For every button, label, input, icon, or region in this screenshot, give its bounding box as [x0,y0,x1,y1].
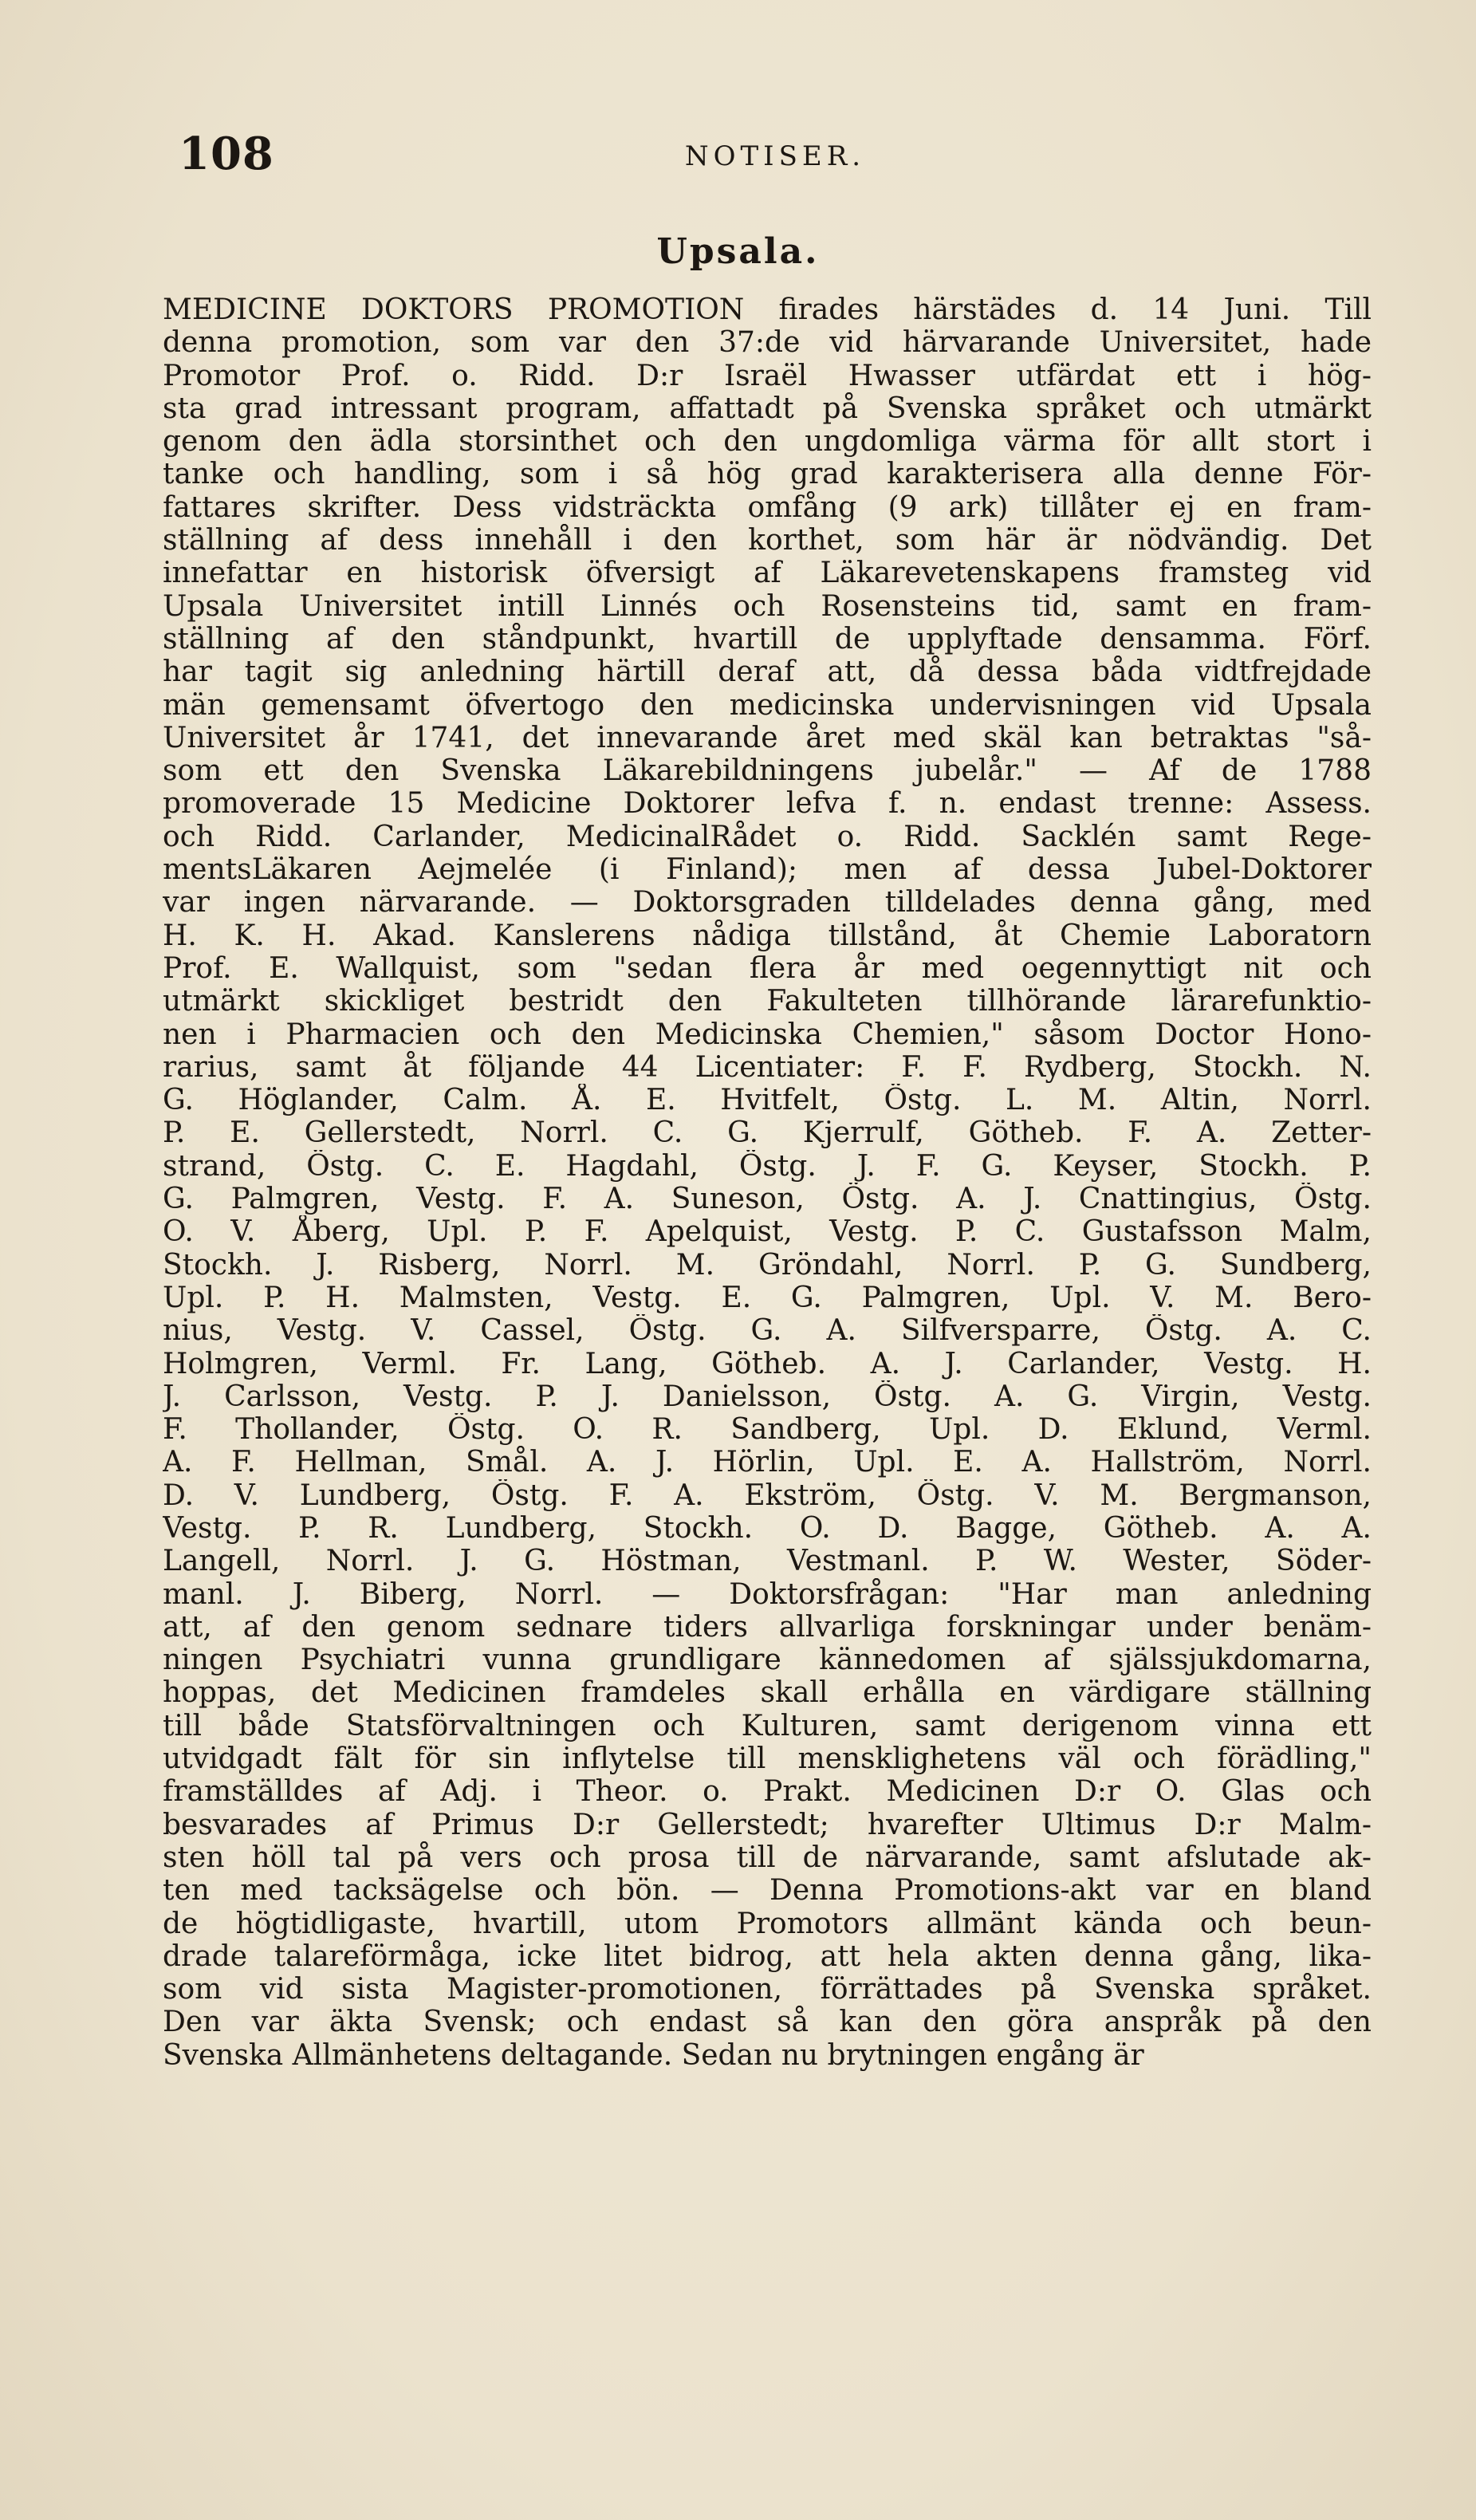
text-line: strand, Östg. C. E. Hagdahl, Östg. J. F. G. Keyser, Stockh. P. [163,1149,1372,1183]
section-title: Upsala. [656,231,820,272]
text-line: G. Höglander, Calm. Å. E. Hvitfelt, Östg. L. M. Altin, Norrl. [163,1084,1372,1117]
text-line: H. K. H. Akad. Kanslerens nådiga tillstånd, åt Chemie Laboratorn [163,919,1372,952]
text-line: utvidgadt fält för sin inflytelse till mensklighetens väl och förädling," [163,1742,1372,1776]
text-line: ställning af den ståndpunkt, hvartill de upplyftade densamma. Förf. [163,622,1372,656]
text-line: Svenska Allmänhetens deltagande. Sedan nu brytningen engång är [163,2038,1144,2072]
text-line: F. Thollander, Östg. O. R. Sandberg, Upl. D. Eklund, Verml. [163,1413,1372,1447]
text-line: rarius, samt åt följande 44 Licentiater: F. F. Rydberg, Stockh. N. [163,1050,1372,1084]
text-line: Holmgren, Verml. Fr. Lang, Götheb. A. J. Carlander, Vestg. H. [163,1347,1372,1380]
text-line: Prof. E. Wallquist, som "sedan flera år med oegennyttigt nit och [163,951,1372,985]
text-line: tanke och handling, som i så hög grad karakterisera alla denne För- [163,458,1372,491]
text-line: Vestg. P. R. Lundberg, Stockh. O. D. Bagge, Götheb. A. A. [163,1511,1372,1545]
text-line: besvarades af Primus D:r Gellerstedt; hvarefter Ultimus D:r Malm- [163,1808,1372,1841]
text-line: Den var äkta Svensk; och endast så kan den göra anspråk på den [163,2006,1372,2039]
text-line: nius, Vestg. V. Cassel, Östg. G. A. Silfversparre, Östg. A. C. [163,1314,1372,1348]
text-line: nen i Pharmacien och den Medicinska Chemien," såsom Doctor Hono- [163,1018,1372,1051]
text-line: Upsala Universitet intill Linnés och Rosensteins tid, samt en fram- [163,589,1372,623]
text-line: denna promotion, som var den 37:de vid härvarande Universitet, hade [163,326,1372,360]
page-number: 108 [179,128,274,180]
article-body [163,293,1372,2072]
text-line: sta grad intressant program, affattadt på Svenska språket och utmärkt [163,392,1372,425]
text-line: till både Statsförvaltningen och Kulturen, samt derigenom vinna ett [163,1709,1372,1742]
text-line: och Ridd. Carlander, MedicinalRådet o. Ridd. Sacklén samt Rege- [163,820,1372,853]
text-line: framställdes af Adj. i Theor. o. Prakt. Medicinen D:r O. Glas och [163,1775,1372,1809]
running-head: NOTISER. [684,140,866,172]
text-line: mentsLäkaren Aejmelée (i Finland); men af dessa Jubel-Doktorer [163,853,1372,887]
text-line: manl. J. Biberg, Norrl. — Doktorsfrågan: "Har man anledning [163,1577,1372,1611]
text-line: drade talareförmåga, icke litet bidrog, att hela akten denna gång, lika- [163,1939,1372,1973]
text-line: var ingen närvarande. — Doktorsgraden tilldelades denna gång, med [163,886,1372,919]
text-line: P. E. Gellerstedt, Norrl. C. G. Kjerrulf, Götheb. F. A. Zetter- [163,1116,1372,1150]
text-line: O. V. Åberg, Upl. P. F. Apelquist, Vestg. P. C. Gustafsson Malm, [163,1215,1372,1249]
text-line: ten med tacksägelse och bön. — Denna Promotions-akt var en bland [163,1874,1372,1908]
text-line: utmärkt skickliget bestridt den Fakulteten tillhörande lärarefunktio- [163,985,1372,1018]
text-line: sten höll tal på vers och prosa till de närvarande, samt afslutade ak- [163,1841,1372,1874]
text-line: J. Carlsson, Vestg. P. J. Danielsson, Östg. A. G. Virgin, Vestg. [163,1380,1372,1413]
page-header [179,128,1372,191]
text-line: Universitet år 1741, det innevarande året med skäl kan betraktas "så- [163,721,1372,754]
text-line: ningen Psychiatri vunna grundligare kännedomen af själssjukdomarna, [163,1644,1372,1677]
text-line: som vid sista Magister-promotionen, förrättades på Svenska språket. [163,1973,1372,2006]
text-line: A. F. Hellman, Smål. A. J. Hörlin, Upl. E. A. Hallström, Norrl. [163,1446,1372,1479]
text-line: D. V. Lundberg, Östg. F. A. Ekström, Östg. V. M. Bergmanson, [163,1479,1372,1512]
text-line: fattares skrifter. Dess vidsträckta omfång (9 ark) tillåter ej en fram- [163,490,1372,524]
text-line: hoppas, det Medicinen framdeles skall erhålla en värdigare ställning [163,1676,1372,1710]
text-line: ställning af dess innehåll i den korthet, som här är nödvändig. Det [163,524,1372,557]
text-line: de högtidligaste, hvartill, utom Promotors allmänt kända och beun- [163,1907,1372,1940]
text-line: har tagit sig anledning härtill deraf att, då dessa båda vidtfrejdade [163,656,1372,689]
text-line: G. Palmgren, Vestg. F. A. Suneson, Östg. A. J. Cnattingius, Östg. [163,1183,1372,1216]
text-line: att, af den genom sednare tiders allvarliga forskningar under benäm- [163,1610,1372,1644]
text-line: män gemensamt öfvertogo den medicinska undervisningen vid Upsala [163,688,1372,722]
text-line: Stockh. J. Risberg, Norrl. M. Gröndahl, Norrl. P. G. Sundberg, [163,1248,1372,1282]
text-line: innefattar en historisk öfversigt af Läkarevetenskapens framsteg vid [163,557,1372,590]
text-line: Langell, Norrl. J. G. Höstman, Vestmanl. P. W. Wester, Söder- [163,1545,1372,1578]
text-line: Promotor Prof. o. Ridd. D:r Israël Hwasser utfärdat ett i hög- [163,359,1372,392]
text-line: MEDICINE DOKTORS PROMOTION firades härstädes d. 14 Juni. Till [163,293,1372,326]
text-line: Upl. P. H. Malmsten, Vestg. E. G. Palmgren, Upl. V. M. Bero- [163,1281,1372,1314]
text-line: genom den ädla storsinthet och den ungdomliga värma för allt stort i [163,425,1372,459]
text-line: promoverade 15 Medicine Doktorer lefva f. n. endast trenne: Assess. [163,787,1372,821]
text-line: som ett den Svenska Läkarebildningens jubelår." — Af de 1788 [163,754,1372,788]
